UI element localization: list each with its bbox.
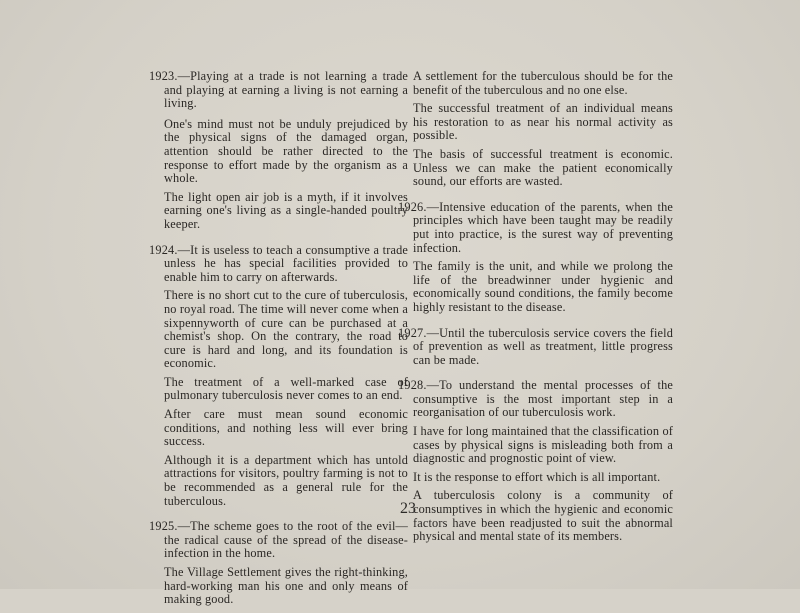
entry-1928 (398, 379, 673, 544)
entry-year: 1924. (149, 242, 178, 257)
entry-heading (398, 201, 673, 255)
entry-head-text: —To understand the mental processes of the consumptive is the most important step in a reorganisation of our tuberculosis work. (413, 378, 673, 420)
paragraph: There is no short cut to the cure of tuberculosis, no royal road. The time will never come when a sixpennyworth of cure can be purchased at a chemist's shop. On the contrary, the road to cure is hard and long, and its foundation is economic. (164, 288, 408, 371)
entry-1926 (398, 201, 673, 315)
entry-head-text: —Until the tuberculosis service covers the field of prevention as well as treatment, little progress can be made. (413, 325, 673, 367)
paragraph: Although it is a department which has untold attractions for visitors, poultry farming is not to be recommended as a general rule for the tuberculous. (164, 452, 408, 508)
entry-year: 1925. (149, 519, 178, 534)
entry-head-text: —Playing at a trade is not learning a trade and playing at earning a living is not earning a living. (164, 69, 408, 111)
entry-head-text: —The scheme goes to the root of the evil—the radical cause of the spread of the disease-infection in the home. (164, 519, 408, 561)
entry-1925 (149, 520, 408, 607)
paragraph: The light open air job is a myth, if it involves earning one's living as a single-handed poultry keeper. (164, 189, 408, 231)
paragraph: The basis of successful treatment is economic. Unless we can make the patient economically sound, our efforts are wasted. (413, 146, 673, 189)
page-number: 23 (400, 500, 416, 517)
entry-heading (149, 244, 408, 285)
paragraph: The family is the unit, and while we prolong the life of the breadwinner under hygienic and economically sound conditions, the family become highly resistant to the disease. (413, 259, 673, 314)
paragraph: A settlement for the tuberculous should be for the benefit of the tuberculous and no one else. (413, 69, 673, 97)
entry-heading (398, 327, 673, 368)
entry-year: 1923. (149, 69, 178, 83)
entry-head-text: —Intensive education of the parents, when the principles which have been taught may be readily put into practice, is the surest way of preventing infection. (413, 199, 673, 255)
left-column (149, 70, 408, 613)
entry-year: 1926. (398, 199, 427, 214)
paragraph: After care must mean sound economic conditions, and nothing less will ever bring success. (164, 407, 408, 449)
entry-1924 (149, 244, 408, 509)
paragraph: I have for long maintained that the classification of cases by physical signs is misleading both from a diagnostic and prognostic point of view. (413, 424, 673, 466)
entry-1927 (398, 327, 673, 368)
paragraph: The treatment of a well-marked case of pulmonary tuberculosis never comes to an end. (164, 374, 408, 403)
entry-1923 (149, 70, 408, 232)
paragraph: A tuberculosis colony is a community of consumptives in which the hygienic and economic factors have been readjusted to suit the abnormal physical and mental state of its members. (413, 488, 673, 544)
paragraph: The successful treatment of an individual means his restoration to as near his normal activity as possible. (413, 101, 673, 143)
entry-heading (149, 520, 408, 561)
entry-head-text: —It is useless to teach a consumptive a trade unless he has special facilities provided to enable him to carry on afterwards. (164, 242, 408, 284)
paragraph: It is the response to effort which is all important. (413, 469, 661, 484)
paragraph: One's mind must not be unduly prejudiced by the physical signs of the damaged organ, attention should be rather directed to the response to effort made by the organism as a whole. (164, 116, 408, 186)
entry-heading (398, 379, 673, 420)
entry-heading (149, 70, 408, 111)
entry-year: 1928. (398, 378, 427, 393)
entry-year: 1927. (398, 325, 427, 340)
paragraph: The Village Settlement gives the right-thinking, hard-working man his one and only means of making good. (164, 565, 408, 607)
entry-intro (413, 70, 673, 189)
